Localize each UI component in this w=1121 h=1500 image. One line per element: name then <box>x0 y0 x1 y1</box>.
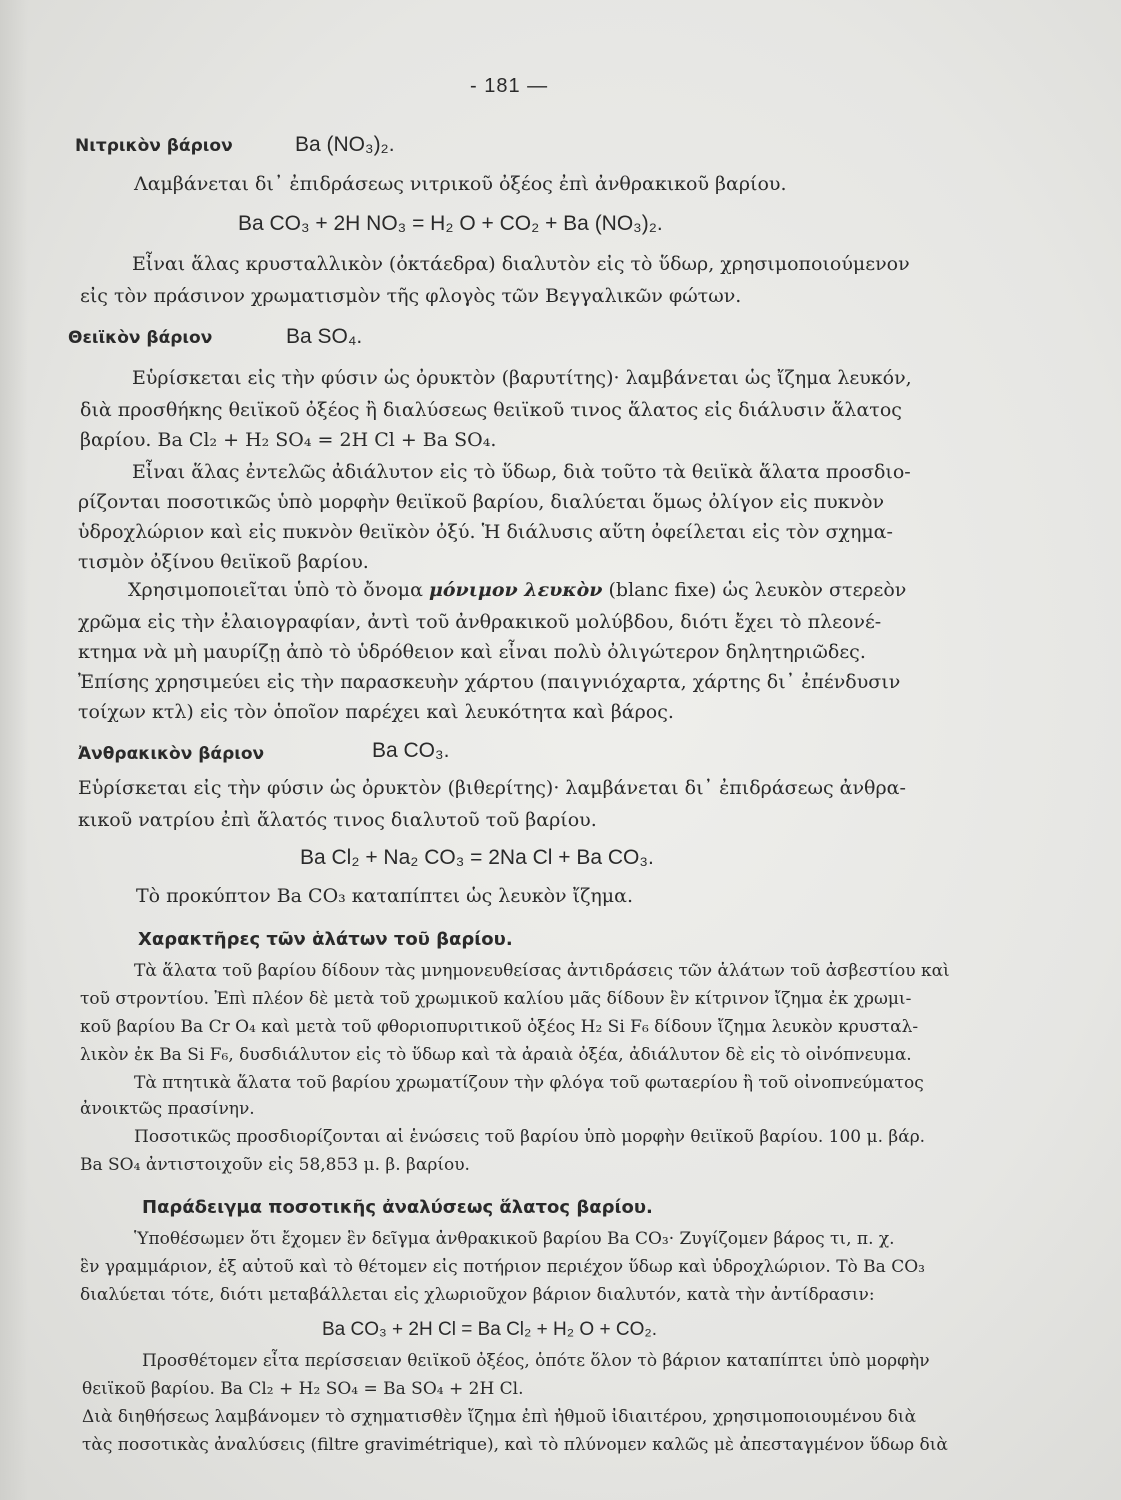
text-line: Ποσοτικῶς προσδιορίζονται αἱ ἑνώσεις τοῦ βαρίου ὑπὸ μορφὴν θειϊκοῦ βαρίου. 100 μ. βάρ. <box>134 1127 926 1147</box>
text-line: Διὰ διηθήσεως λαμβάνομεν τὸ σχηματισθὲν ἴζημα ἐπὶ ἠθμοῦ ἰδιαιτέρου, χρησιμοποιουμένου διὰ <box>82 1407 917 1427</box>
text-line: Εὑρίσκεται εἰς τὴν φύσιν ὡς ὀρυκτὸν (βαρυτίτης)· λαμβάνεται ὡς ἴζημα λευκόν, <box>132 367 912 389</box>
text-line: Εἶναι ἅλας κρυσταλλικὸν (ὀκτάεδρα) διαλυτὸν εἰς τὸ ὕδωρ, χρησιμοποιούμενον <box>132 253 910 275</box>
section-heading-characters: Χαρακτῆρες τῶν ἁλάτων τοῦ βαρίου. <box>138 929 513 950</box>
text-line: Ba SO₄ ἀντιστοιχοῦν εἰς 58,853 μ. β. βαρίου. <box>80 1155 470 1175</box>
text-span: (blanc fixe) ὡς λευκὸν στερεὸν <box>602 579 907 601</box>
text-line: Λαμβάνεται δι᾽ ἐπιδράσεως νιτρικοῦ ὀξέος ἐπὶ ἀνθρακικοῦ βαρίου. <box>134 173 787 195</box>
page-edge-shadow <box>0 0 28 1500</box>
section-heading-carbonate: Ἀνθρακικὸν βάριον <box>78 744 265 764</box>
text-span: Χρησιμοποιεῖται ὑπὸ τὸ ὄνομα <box>128 579 429 601</box>
text-line: Τὸ προκύπτον Ba CO₃ καταπίπτει ὡς λευκὸν ἴζημα. <box>136 885 633 907</box>
nitrate-formula: Ba (NO₃)₂. <box>295 133 395 156</box>
text-line: τὰς ποσοτικὰς ἀναλύσεις (filtre gravimétrique), καὶ τὸ πλύνομεν καλῶς μὲ ἀπεσταγμένον ὕδωρ διὰ <box>82 1435 948 1455</box>
text-line: τοῦ στροντίου. Ἐπὶ πλέον δὲ μετὰ τοῦ χρωμικοῦ καλίου μᾶς δίδουν ἓν κίτρινον ἴζημα ἐκ χρωμι- <box>80 989 912 1009</box>
sulfate-formula: Ba SO₄. <box>286 325 363 348</box>
text-line: ὑδροχλώριον καὶ εἰς πυκνὸν θειϊκὸν ὀξύ. Ἡ διάλυσις αὕτη ὀφείλεται εἰς τὸν σχημα- <box>78 521 893 543</box>
text-line: Προσθέτομεν εἶτα περίσσειαν θειϊκοῦ ὀξέος, ὁπότε ὅλον τὸ βάριον καταπίπτει ὑπὸ μορφὴν <box>142 1351 930 1371</box>
text-line: Εἶναι ἅλας ἐντελῶς ἀδιάλυτον εἰς τὸ ὕδωρ, διὰ τοῦτο τὰ θειϊκὰ ἅλατα προσδιο- <box>132 461 911 483</box>
text-line <box>128 578 906 602</box>
text-line: λικὸν ἐκ Ba Si F₆, δυσδιάλυτον εἰς τὸ ὕδωρ καὶ τὰ ἀραιὰ ὀξέα, ἀδιάλυτον δὲ εἰς τὸ οἰνόπνευμα. <box>80 1045 912 1065</box>
text-line: τισμὸν ὀξίνου θειϊκοῦ βαρίου. <box>78 551 369 573</box>
text-line: ἓν γραμμάριον, ἐξ αὐτοῦ καὶ τὸ θέτομεν εἰς ποτήριον περιέχον ὕδωρ καὶ ὑδροχλώριον. Τὸ Ba CO₃ <box>80 1257 925 1277</box>
section-heading-nitrate: Νιτρικὸν βάριον <box>75 136 233 156</box>
text-line: χρῶμα εἰς τὴν ἐλαιογραφίαν, ἀντὶ τοῦ ἀνθρακικοῦ μολύβδου, διότι ἔχει τὸ πλεονέ- <box>78 611 882 633</box>
text-line: ρίζονται ποσοτικῶς ὑπὸ μορφὴν θειϊκοῦ βαρίου, διαλύεται ὅμως ὀλίγον εἰς πυκνὸν <box>78 491 885 513</box>
text-line: θειϊκοῦ βαρίου. Ba Cl₂ + H₂ SO₄ = Ba SO₄ + 2H Cl. <box>82 1379 524 1399</box>
text-line: τοίχων κτλ) εἰς τὸν ὁποῖον παρέχει καὶ λευκότητα καὶ βάρος. <box>78 701 674 723</box>
emphasis-term: μόνιμον λευκὸν <box>428 579 603 601</box>
text-line: Τὰ πτητικὰ ἅλατα τοῦ βαρίου χρωματίζουν τὴν φλόγα τοῦ φωταερίου ἢ τοῦ οἰνοπνεύματος <box>134 1073 924 1093</box>
text-line: Ὑποθέσωμεν ὅτι ἔχομεν ἓν δεῖγμα ἀνθρακικοῦ βαρίου Ba CO₃· Ζυγίζομεν βάρος τι, π. χ. <box>134 1229 895 1249</box>
text-line: εἰς τὸν πράσινον χρωματισμὸν τῆς φλογὸς τῶν Βεγγαλικῶν φώτων. <box>80 285 742 307</box>
page-number: - 181 — <box>470 75 549 97</box>
equation: Ba Cl₂ + Na₂ CO₃ = 2Na Cl + Ba CO₃. <box>300 846 654 869</box>
text-line: διαλύεται τότε, διότι μεταβάλλεται εἰς χλωριοῦχον βάριον διαλυτόν, κατὰ τὴν ἀντίδρασιν: <box>80 1285 875 1305</box>
equation: Ba CO₃ + 2H NO₃ = H₂ O + CO₂ + Ba (NO₃)₂. <box>238 212 663 235</box>
section-heading-sulfate: Θειϊκὸν βάριον <box>68 328 213 348</box>
text-line: διὰ προσθήκης θειϊκοῦ ὀξέος ἢ διαλύσεως θειϊκοῦ τινος ἅλατος εἰς διάλυσιν ἅλατος <box>80 399 902 421</box>
text-line: κτημα νὰ μὴ μαυρίζῃ ἀπὸ τὸ ὑδρόθειον καὶ εἶναι πολὺ ὀλιγώτερον δηλητηριῶδες. <box>78 641 866 663</box>
text-line: ἀνοικτῶς πρασίνην. <box>80 1099 255 1119</box>
text-line: Εὑρίσκεται εἰς τὴν φύσιν ὡς ὀρυκτὸν (βιθερίτης)· λαμβάνεται δι᾽ ἐπιδράσεως ἀνθρα- <box>78 777 906 799</box>
text-line: κοῦ βαρίου Ba Cr O₄ καὶ μετὰ τοῦ φθοριοπυριτικοῦ ὀξέος H₂ Si F₆ δίδουν ἴζημα λευκὸν κρυσταλ- <box>80 1017 919 1037</box>
text-line: Ἐπίσης χρησιμεύει εἰς τὴν παρασκευὴν χάρτου (παιγνιόχαρτα, χάρτης δι᾽ ἐπένδυσιν <box>78 671 901 693</box>
text-line: Τὰ ἅλατα τοῦ βαρίου δίδουν τὰς μνημονευθείσας ἀντιδράσεις τῶν ἁλάτων τοῦ ἀσβεστίου καὶ <box>134 961 950 981</box>
carbonate-formula: Ba CO₃. <box>372 739 450 762</box>
text-line: βαρίου. Ba Cl₂ + H₂ SO₄ = 2H Cl + Ba SO₄. <box>80 429 497 451</box>
equation: Ba CO₃ + 2H Cl = Ba Cl₂ + H₂ O + CO₂. <box>322 1319 658 1340</box>
section-heading-example: Παράδειγμα ποσοτικῆς ἀναλύσεως ἅλατος βαρίου. <box>142 1197 653 1218</box>
text-line: κικοῦ νατρίου ἐπὶ ἅλατός τινος διαλυτοῦ τοῦ βαρίου. <box>78 809 597 831</box>
